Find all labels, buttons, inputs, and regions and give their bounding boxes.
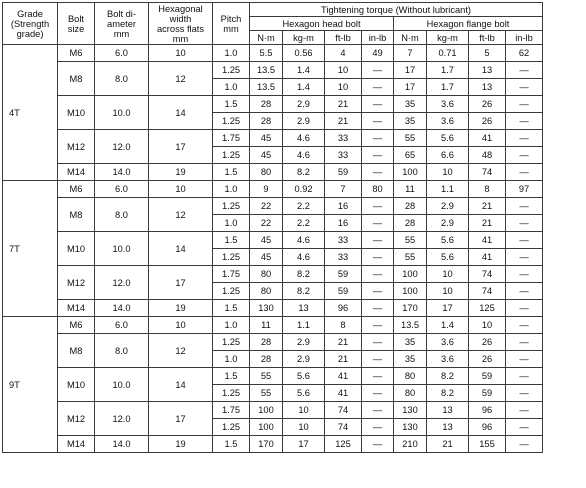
head-ftlb-cell: 10: [325, 62, 362, 79]
hex-width-cell: 14: [149, 232, 213, 266]
pitch-cell: 1.0: [213, 351, 250, 368]
pitch-cell: 1.0: [213, 79, 250, 96]
hex-head-bolt-header: Hexagon head bolt: [250, 17, 394, 31]
flange-inlb-cell: —: [506, 62, 543, 79]
flange-nm-cell: 55: [394, 232, 427, 249]
bolt-size-cell: M6: [58, 45, 95, 62]
head-ftlb-cell: 33: [325, 147, 362, 164]
head-kgm-cell: 1.4: [283, 62, 325, 79]
flange-nm-cell: 100: [394, 283, 427, 300]
flange-kgm-cell: 21: [427, 436, 469, 453]
head-nm-cell: 45: [250, 130, 283, 147]
flange-kgm-cell: 3.6: [427, 351, 469, 368]
head-kgm-cell: 8.2: [283, 283, 325, 300]
head-ftlb-cell: 74: [325, 419, 362, 436]
hex-width-cell: 17: [149, 130, 213, 164]
flange-ftlb-cell: 10: [469, 317, 506, 334]
head-inlb-cell: —: [362, 198, 394, 215]
table-row: [3, 334, 543, 351]
pitch-cell: 1.75: [213, 266, 250, 283]
pitch-header: Pitch mm: [213, 3, 250, 45]
head-kgm-cell: 5.6: [283, 368, 325, 385]
head-kgm-cell: 10: [283, 402, 325, 419]
head-nm-cell: 45: [250, 147, 283, 164]
flange-kgm-cell: 10: [427, 164, 469, 181]
pitch-cell: 1.0: [213, 45, 250, 62]
grade-cell: 4T: [3, 45, 58, 181]
flange-ftlb-cell: 59: [469, 368, 506, 385]
head-kgm-cell: 0.92: [283, 181, 325, 198]
unit-header: in-lb: [506, 31, 543, 45]
head-inlb-cell: —: [362, 283, 394, 300]
flange-kgm-cell: 1.7: [427, 79, 469, 96]
head-nm-cell: 28: [250, 351, 283, 368]
bolt-diameter-cell: 10.0: [95, 232, 149, 266]
flange-ftlb-cell: 26: [469, 113, 506, 130]
flange-kgm-cell: 3.6: [427, 113, 469, 130]
flange-ftlb-cell: 26: [469, 334, 506, 351]
flange-nm-cell: 35: [394, 351, 427, 368]
table-row: [3, 198, 543, 215]
hex-width-cell: 12: [149, 62, 213, 96]
table-row: [3, 96, 543, 113]
head-kgm-cell: 2.2: [283, 198, 325, 215]
bolt-diameter-cell: 12.0: [95, 402, 149, 436]
flange-nm-cell: 130: [394, 419, 427, 436]
head-nm-cell: 11: [250, 317, 283, 334]
flange-inlb-cell: —: [506, 402, 543, 419]
table-row: [3, 181, 543, 198]
flange-kgm-cell: 8.2: [427, 368, 469, 385]
head-ftlb-cell: 7: [325, 181, 362, 198]
hex-width-cell: 12: [149, 198, 213, 232]
bolt-size-cell: M14: [58, 436, 95, 453]
flange-kgm-cell: 17: [427, 300, 469, 317]
head-kgm-cell: 17: [283, 436, 325, 453]
head-kgm-cell: 1.1: [283, 317, 325, 334]
pitch-cell: 1.25: [213, 419, 250, 436]
flange-inlb-cell: —: [506, 300, 543, 317]
head-inlb-cell: —: [362, 79, 394, 96]
head-ftlb-cell: 16: [325, 198, 362, 215]
flange-nm-cell: 28: [394, 198, 427, 215]
table-row: [3, 402, 543, 419]
table-row: [3, 62, 543, 79]
head-ftlb-cell: 33: [325, 232, 362, 249]
head-nm-cell: 100: [250, 402, 283, 419]
flange-kgm-cell: 5.6: [427, 249, 469, 266]
flange-ftlb-cell: 41: [469, 232, 506, 249]
flange-ftlb-cell: 96: [469, 402, 506, 419]
bolt-size-cell: M8: [58, 198, 95, 232]
pitch-cell: 1.25: [213, 385, 250, 402]
unit-header: kg-m: [283, 31, 325, 45]
bolt-diameter-cell: 12.0: [95, 130, 149, 164]
head-inlb-cell: —: [362, 266, 394, 283]
head-inlb-cell: —: [362, 351, 394, 368]
flange-kgm-cell: 1.4: [427, 317, 469, 334]
table-row: [3, 368, 543, 385]
head-nm-cell: 9: [250, 181, 283, 198]
bolt-size-cell: M12: [58, 402, 95, 436]
grade-cell: 9T: [3, 317, 58, 453]
head-ftlb-cell: 59: [325, 283, 362, 300]
bolt-size-cell: M8: [58, 62, 95, 96]
head-kgm-cell: 4.6: [283, 147, 325, 164]
flange-nm-cell: 17: [394, 62, 427, 79]
bolt-size-cell: M6: [58, 317, 95, 334]
bolt-torque-table: [2, 2, 543, 453]
pitch-cell: 1.25: [213, 198, 250, 215]
head-inlb-cell: —: [362, 62, 394, 79]
head-inlb-cell: —: [362, 300, 394, 317]
flange-kgm-cell: 1.7: [427, 62, 469, 79]
bolt-size-cell: M6: [58, 181, 95, 198]
pitch-cell: 1.5: [213, 436, 250, 453]
hex-width-cell: 12: [149, 334, 213, 368]
flange-nm-cell: 7: [394, 45, 427, 62]
flange-nm-cell: 17: [394, 79, 427, 96]
bolt-size-cell: M14: [58, 164, 95, 181]
flange-ftlb-cell: 13: [469, 79, 506, 96]
flange-inlb-cell: —: [506, 317, 543, 334]
flange-ftlb-cell: 26: [469, 351, 506, 368]
head-inlb-cell: —: [362, 419, 394, 436]
head-inlb-cell: —: [362, 215, 394, 232]
flange-ftlb-cell: 74: [469, 283, 506, 300]
pitch-cell: 1.5: [213, 368, 250, 385]
head-kgm-cell: 4.6: [283, 130, 325, 147]
flange-nm-cell: 80: [394, 385, 427, 402]
hex-width-cell: 19: [149, 300, 213, 317]
pitch-cell: 1.75: [213, 130, 250, 147]
bolt-size-cell: M10: [58, 368, 95, 402]
table-row: [3, 232, 543, 249]
flange-nm-cell: 28: [394, 215, 427, 232]
head-nm-cell: 170: [250, 436, 283, 453]
head-kgm-cell: 5.6: [283, 385, 325, 402]
flange-inlb-cell: —: [506, 351, 543, 368]
flange-kgm-cell: 2.9: [427, 198, 469, 215]
head-kgm-cell: 2.2: [283, 215, 325, 232]
head-kgm-cell: 2.9: [283, 113, 325, 130]
bolt-diameter-cell: 14.0: [95, 300, 149, 317]
flange-nm-cell: 130: [394, 402, 427, 419]
flange-inlb-cell: —: [506, 79, 543, 96]
bolt-diameter-cell: 14.0: [95, 164, 149, 181]
head-kgm-cell: 10: [283, 419, 325, 436]
head-ftlb-cell: 10: [325, 79, 362, 96]
bolt-diameter-cell: 10.0: [95, 96, 149, 130]
flange-inlb-cell: —: [506, 385, 543, 402]
bolt-diameter-cell: 6.0: [95, 317, 149, 334]
head-nm-cell: 28: [250, 334, 283, 351]
flange-ftlb-cell: 41: [469, 130, 506, 147]
pitch-cell: 1.0: [213, 215, 250, 232]
flange-inlb-cell: —: [506, 113, 543, 130]
flange-inlb-cell: —: [506, 368, 543, 385]
flange-kgm-cell: 13: [427, 402, 469, 419]
flange-nm-cell: 35: [394, 113, 427, 130]
head-ftlb-cell: 96: [325, 300, 362, 317]
flange-ftlb-cell: 8: [469, 181, 506, 198]
head-nm-cell: 22: [250, 215, 283, 232]
bolt-diameter-cell: 12.0: [95, 266, 149, 300]
bolt-size-cell: M12: [58, 130, 95, 164]
head-kgm-cell: 0.56: [283, 45, 325, 62]
flange-nm-cell: 170: [394, 300, 427, 317]
bolt-size-header: Bolt size: [58, 3, 95, 45]
flange-ftlb-cell: 96: [469, 419, 506, 436]
head-kgm-cell: 1.4: [283, 79, 325, 96]
head-nm-cell: 28: [250, 113, 283, 130]
pitch-cell: 1.25: [213, 113, 250, 130]
pitch-cell: 1.75: [213, 402, 250, 419]
table-row: [3, 266, 543, 283]
head-kgm-cell: 2.9: [283, 351, 325, 368]
hex-width-cell: 19: [149, 436, 213, 453]
pitch-cell: 1.25: [213, 249, 250, 266]
table-row: [3, 130, 543, 147]
bolt-diameter-cell: 8.0: [95, 334, 149, 368]
head-inlb-cell: —: [362, 249, 394, 266]
unit-header: in-lb: [362, 31, 394, 45]
table-body: [3, 45, 543, 453]
flange-inlb-cell: —: [506, 232, 543, 249]
flange-kgm-cell: 8.2: [427, 385, 469, 402]
grade-cell: 7T: [3, 181, 58, 317]
bolt-diameter-header: Bolt di- ameter mm: [95, 3, 149, 45]
hex-width-cell: 10: [149, 45, 213, 62]
flange-nm-cell: 65: [394, 147, 427, 164]
head-kgm-cell: 2.9: [283, 96, 325, 113]
bolt-diameter-cell: 6.0: [95, 45, 149, 62]
head-ftlb-cell: 59: [325, 164, 362, 181]
head-inlb-cell: —: [362, 130, 394, 147]
head-inlb-cell: —: [362, 113, 394, 130]
flange-ftlb-cell: 41: [469, 249, 506, 266]
hex-flange-bolt-header: Hexagon flange bolt: [394, 17, 543, 31]
flange-kgm-cell: 10: [427, 266, 469, 283]
flange-nm-cell: 100: [394, 164, 427, 181]
flange-inlb-cell: —: [506, 215, 543, 232]
head-inlb-cell: —: [362, 402, 394, 419]
bolt-size-cell: M10: [58, 96, 95, 130]
head-inlb-cell: —: [362, 164, 394, 181]
pitch-cell: 1.25: [213, 147, 250, 164]
head-nm-cell: 100: [250, 419, 283, 436]
flange-nm-cell: 80: [394, 368, 427, 385]
flange-nm-cell: 35: [394, 96, 427, 113]
head-ftlb-cell: 125: [325, 436, 362, 453]
table-row: [3, 317, 543, 334]
head-kgm-cell: 8.2: [283, 164, 325, 181]
head-ftlb-cell: 8: [325, 317, 362, 334]
flange-inlb-cell: —: [506, 419, 543, 436]
flange-ftlb-cell: 26: [469, 96, 506, 113]
flange-inlb-cell: —: [506, 266, 543, 283]
flange-inlb-cell: —: [506, 249, 543, 266]
bolt-size-cell: M10: [58, 232, 95, 266]
head-nm-cell: 55: [250, 368, 283, 385]
table-row: [3, 45, 543, 62]
head-nm-cell: 80: [250, 164, 283, 181]
head-ftlb-cell: 33: [325, 130, 362, 147]
flange-kgm-cell: 6.6: [427, 147, 469, 164]
flange-ftlb-cell: 21: [469, 198, 506, 215]
flange-kgm-cell: 1.1: [427, 181, 469, 198]
flange-ftlb-cell: 13: [469, 62, 506, 79]
bolt-diameter-cell: 14.0: [95, 436, 149, 453]
torque-title-header: Tightening torque (Without lubricant): [250, 3, 543, 17]
flange-inlb-cell: —: [506, 164, 543, 181]
flange-kgm-cell: 5.6: [427, 130, 469, 147]
flange-nm-cell: 35: [394, 334, 427, 351]
head-nm-cell: 13.5: [250, 62, 283, 79]
head-inlb-cell: —: [362, 436, 394, 453]
unit-header: N·m: [394, 31, 427, 45]
bolt-diameter-cell: 6.0: [95, 181, 149, 198]
bolt-diameter-cell: 8.0: [95, 198, 149, 232]
head-nm-cell: 80: [250, 266, 283, 283]
flange-inlb-cell: 97: [506, 181, 543, 198]
unit-header: N·m: [250, 31, 283, 45]
head-inlb-cell: —: [362, 232, 394, 249]
hex-width-cell: 14: [149, 96, 213, 130]
table-row: [3, 300, 543, 317]
grade-header: Grade (Strength grade): [3, 3, 58, 45]
head-nm-cell: 80: [250, 283, 283, 300]
head-inlb-cell: —: [362, 317, 394, 334]
pitch-cell: 1.5: [213, 232, 250, 249]
head-kgm-cell: 2.9: [283, 334, 325, 351]
flange-inlb-cell: —: [506, 334, 543, 351]
hex-width-cell: 17: [149, 402, 213, 436]
flange-nm-cell: 210: [394, 436, 427, 453]
flange-inlb-cell: 62: [506, 45, 543, 62]
flange-kgm-cell: 2.9: [427, 215, 469, 232]
unit-header: ft-lb: [325, 31, 362, 45]
pitch-cell: 1.5: [213, 164, 250, 181]
head-inlb-cell: —: [362, 334, 394, 351]
hex-width-cell: 10: [149, 181, 213, 198]
flange-ftlb-cell: 59: [469, 385, 506, 402]
flange-nm-cell: 55: [394, 130, 427, 147]
flange-inlb-cell: —: [506, 198, 543, 215]
head-ftlb-cell: 41: [325, 368, 362, 385]
head-nm-cell: 130: [250, 300, 283, 317]
hex-width-cell: 14: [149, 368, 213, 402]
table-row: [3, 436, 543, 453]
flange-kgm-cell: 3.6: [427, 334, 469, 351]
head-nm-cell: 55: [250, 385, 283, 402]
head-ftlb-cell: 33: [325, 249, 362, 266]
head-nm-cell: 45: [250, 249, 283, 266]
flange-nm-cell: 13.5: [394, 317, 427, 334]
flange-nm-cell: 11: [394, 181, 427, 198]
flange-ftlb-cell: 21: [469, 215, 506, 232]
flange-inlb-cell: —: [506, 147, 543, 164]
header-row-top: [3, 3, 543, 17]
head-ftlb-cell: 16: [325, 215, 362, 232]
head-nm-cell: 13.5: [250, 79, 283, 96]
flange-inlb-cell: —: [506, 283, 543, 300]
flange-ftlb-cell: 125: [469, 300, 506, 317]
head-nm-cell: 45: [250, 232, 283, 249]
flange-ftlb-cell: 155: [469, 436, 506, 453]
flange-inlb-cell: —: [506, 96, 543, 113]
head-inlb-cell: —: [362, 368, 394, 385]
bolt-size-cell: M14: [58, 300, 95, 317]
unit-header: kg-m: [427, 31, 469, 45]
head-ftlb-cell: 4: [325, 45, 362, 62]
flange-kgm-cell: 0.71: [427, 45, 469, 62]
head-ftlb-cell: 74: [325, 402, 362, 419]
flange-ftlb-cell: 5: [469, 45, 506, 62]
head-kgm-cell: 4.6: [283, 232, 325, 249]
head-kgm-cell: 8.2: [283, 266, 325, 283]
flange-nm-cell: 55: [394, 249, 427, 266]
bolt-size-cell: M8: [58, 334, 95, 368]
flange-kgm-cell: 3.6: [427, 96, 469, 113]
flange-kgm-cell: 5.6: [427, 232, 469, 249]
head-inlb-cell: —: [362, 385, 394, 402]
head-nm-cell: 22: [250, 198, 283, 215]
flange-inlb-cell: —: [506, 436, 543, 453]
flange-nm-cell: 100: [394, 266, 427, 283]
head-inlb-cell: 49: [362, 45, 394, 62]
flange-ftlb-cell: 74: [469, 164, 506, 181]
head-kgm-cell: 13: [283, 300, 325, 317]
pitch-cell: 1.5: [213, 96, 250, 113]
bolt-diameter-cell: 10.0: [95, 368, 149, 402]
head-ftlb-cell: 21: [325, 334, 362, 351]
bolt-size-cell: M12: [58, 266, 95, 300]
unit-header: ft-lb: [469, 31, 506, 45]
pitch-cell: 1.25: [213, 62, 250, 79]
head-nm-cell: 28: [250, 96, 283, 113]
head-ftlb-cell: 59: [325, 266, 362, 283]
hex-width-cell: 17: [149, 266, 213, 300]
head-ftlb-cell: 21: [325, 351, 362, 368]
head-ftlb-cell: 21: [325, 96, 362, 113]
flange-kgm-cell: 13: [427, 419, 469, 436]
head-inlb-cell: —: [362, 147, 394, 164]
head-ftlb-cell: 41: [325, 385, 362, 402]
hex-width-header: Hexagonal width across flats mm: [149, 3, 213, 45]
pitch-cell: 1.25: [213, 334, 250, 351]
head-nm-cell: 5.5: [250, 45, 283, 62]
head-ftlb-cell: 21: [325, 113, 362, 130]
pitch-cell: 1.5: [213, 300, 250, 317]
head-inlb-cell: 80: [362, 181, 394, 198]
head-kgm-cell: 4.6: [283, 249, 325, 266]
flange-inlb-cell: —: [506, 130, 543, 147]
flange-ftlb-cell: 48: [469, 147, 506, 164]
pitch-cell: 1.0: [213, 317, 250, 334]
table-row: [3, 164, 543, 181]
hex-width-cell: 19: [149, 164, 213, 181]
flange-kgm-cell: 10: [427, 283, 469, 300]
hex-width-cell: 10: [149, 317, 213, 334]
head-inlb-cell: —: [362, 96, 394, 113]
bolt-diameter-cell: 8.0: [95, 62, 149, 96]
flange-ftlb-cell: 74: [469, 266, 506, 283]
pitch-cell: 1.25: [213, 283, 250, 300]
pitch-cell: 1.0: [213, 181, 250, 198]
